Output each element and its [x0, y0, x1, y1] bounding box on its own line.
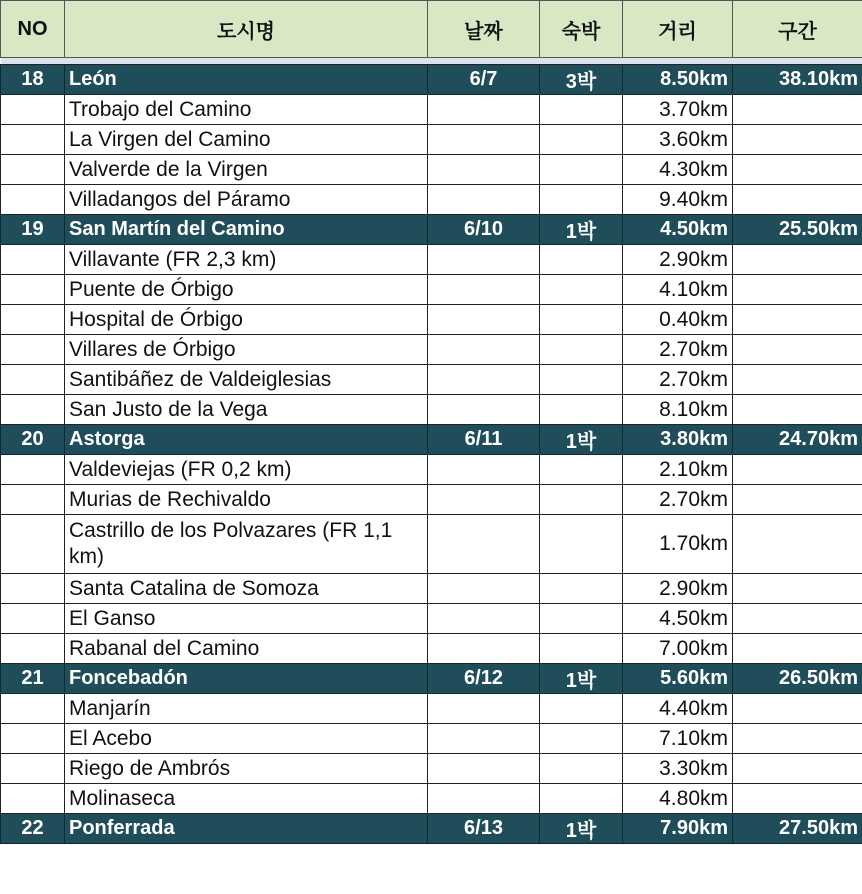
stop-no-cell[interactable] [1, 275, 65, 305]
stop-row [1, 515, 862, 574]
stop-stay-cell[interactable] [540, 155, 623, 185]
stop-section-cell[interactable] [733, 694, 862, 724]
stop-distance-cell[interactable]: 2.70km [623, 365, 733, 395]
header-no[interactable]: NO [1, 1, 65, 58]
stop-row [1, 634, 862, 664]
stop-date-cell[interactable] [428, 724, 540, 754]
stop-section-cell[interactable] [733, 245, 862, 275]
stop-section-cell[interactable] [733, 185, 862, 215]
stop-no-cell[interactable] [1, 395, 65, 425]
stop-stay-cell[interactable] [540, 515, 623, 574]
stop-section-cell[interactable] [733, 395, 862, 425]
stop-city-cell[interactable]: Trobajo del Camino [65, 95, 428, 125]
stage-distance-cell[interactable]: 3.80km [623, 425, 733, 455]
stop-date-cell[interactable] [428, 634, 540, 664]
header-gap-row [1, 58, 862, 65]
stop-distance-cell[interactable]: 3.60km [623, 125, 733, 155]
stage-section-cell[interactable]: 27.50km [733, 814, 862, 844]
stop-row [1, 365, 862, 395]
stop-distance-cell[interactable]: 4.80km [623, 784, 733, 814]
stop-city-cell[interactable]: Puente de Órbigo [65, 275, 428, 305]
stage-section-cell[interactable]: 26.50km [733, 664, 862, 694]
table-body [1, 65, 862, 844]
stop-no-cell[interactable] [1, 515, 65, 574]
stop-no-cell[interactable] [1, 485, 65, 515]
stop-section-cell[interactable] [733, 574, 862, 604]
stop-distance-cell[interactable]: 2.90km [623, 574, 733, 604]
stop-city-cell[interactable]: Castrillo de los Polvazares (FR 1,1 km) [65, 515, 428, 574]
stop-section-cell[interactable] [733, 275, 862, 305]
stop-date-cell[interactable] [428, 95, 540, 125]
stop-row [1, 784, 862, 814]
stop-stay-cell[interactable] [540, 724, 623, 754]
stop-section-cell[interactable] [733, 515, 862, 574]
stage-no-cell[interactable]: 22 [1, 814, 65, 844]
stop-distance-cell[interactable]: 4.50km [623, 604, 733, 634]
stop-city-cell[interactable]: Santibáñez de Valdeiglesias [65, 365, 428, 395]
stop-distance-cell[interactable]: 4.40km [623, 694, 733, 724]
stage-city-cell[interactable]: Foncebadón [65, 664, 428, 694]
stop-date-cell[interactable] [428, 365, 540, 395]
stop-stay-cell[interactable] [540, 185, 623, 215]
stage-date-cell[interactable]: 6/13 [428, 814, 540, 844]
stop-date-cell[interactable] [428, 305, 540, 335]
stage-no-cell[interactable]: 19 [1, 215, 65, 245]
stage-stay-cell[interactable]: 1박 [540, 425, 623, 455]
stop-stay-cell[interactable] [540, 694, 623, 724]
stage-section-cell[interactable]: 24.70km [733, 425, 862, 455]
stop-stay-cell[interactable] [540, 604, 623, 634]
stop-no-cell[interactable] [1, 305, 65, 335]
stage-stay-cell[interactable]: 1박 [540, 664, 623, 694]
stop-stay-cell[interactable] [540, 485, 623, 515]
stop-city-cell[interactable]: La Virgen del Camino [65, 125, 428, 155]
stop-stay-cell[interactable] [540, 784, 623, 814]
stop-row [1, 335, 862, 365]
stop-city-cell[interactable]: Villavante (FR 2,3 km) [65, 245, 428, 275]
stop-no-cell[interactable] [1, 95, 65, 125]
stop-section-cell[interactable] [733, 604, 862, 634]
stop-date-cell[interactable] [428, 754, 540, 784]
header-stay[interactable]: 숙박 [540, 1, 623, 58]
stop-distance-cell[interactable]: 8.10km [623, 395, 733, 425]
stop-section-cell[interactable] [733, 634, 862, 664]
header-distance[interactable]: 거리 [623, 1, 733, 58]
stop-row [1, 155, 862, 185]
stop-distance-cell[interactable]: 2.70km [623, 485, 733, 515]
stop-row [1, 305, 862, 335]
stop-city-cell[interactable]: Villares de Órbigo [65, 335, 428, 365]
stop-section-cell[interactable] [733, 784, 862, 814]
stop-no-cell[interactable] [1, 185, 65, 215]
header-section[interactable]: 구간 [733, 1, 862, 58]
stage-section-cell[interactable]: 25.50km [733, 215, 862, 245]
stop-city-cell[interactable]: Molinaseca [65, 784, 428, 814]
stage-no-cell[interactable]: 20 [1, 425, 65, 455]
stop-distance-cell[interactable]: 4.10km [623, 275, 733, 305]
stop-stay-cell[interactable] [540, 335, 623, 365]
stop-row [1, 95, 862, 125]
stop-date-cell[interactable] [428, 574, 540, 604]
stage-city-cell[interactable]: San Martín del Camino [65, 215, 428, 245]
stop-city-cell[interactable]: Riego de Ambrós [65, 754, 428, 784]
header-row [1, 1, 862, 58]
stop-date-cell[interactable] [428, 335, 540, 365]
stage-date-cell[interactable]: 6/11 [428, 425, 540, 455]
stop-date-cell[interactable] [428, 515, 540, 574]
stop-row [1, 724, 862, 754]
stage-city-cell[interactable]: Ponferrada [65, 814, 428, 844]
stage-no-cell[interactable]: 21 [1, 664, 65, 694]
stop-date-cell[interactable] [428, 604, 540, 634]
stop-stay-cell[interactable] [540, 395, 623, 425]
stage-distance-cell[interactable]: 5.60km [623, 664, 733, 694]
stop-section-cell[interactable] [733, 455, 862, 485]
stage-row [1, 215, 862, 245]
stop-stay-cell[interactable] [540, 574, 623, 604]
stop-distance-cell[interactable]: 0.40km [623, 305, 733, 335]
stop-stay-cell[interactable] [540, 634, 623, 664]
stop-city-cell[interactable]: El Ganso [65, 604, 428, 634]
stop-section-cell[interactable] [733, 155, 862, 185]
stop-date-cell[interactable] [428, 485, 540, 515]
stop-distance-cell[interactable]: 7.00km [623, 634, 733, 664]
stop-date-cell[interactable] [428, 784, 540, 814]
stage-section-cell[interactable]: 38.10km [733, 65, 862, 95]
stop-date-cell[interactable] [428, 155, 540, 185]
stop-stay-cell[interactable] [540, 305, 623, 335]
stop-no-cell[interactable] [1, 574, 65, 604]
stop-city-cell[interactable]: San Justo de la Vega [65, 395, 428, 425]
stop-section-cell[interactable] [733, 365, 862, 395]
stop-city-cell[interactable]: Hospital de Órbigo [65, 305, 428, 335]
stop-distance-cell[interactable]: 2.70km [623, 335, 733, 365]
stop-stay-cell[interactable] [540, 275, 623, 305]
stage-distance-cell[interactable]: 7.90km [623, 814, 733, 844]
stop-distance-cell[interactable]: 7.10km [623, 724, 733, 754]
stop-row [1, 604, 862, 634]
stage-city-cell[interactable]: Astorga [65, 425, 428, 455]
stage-date-cell[interactable]: 6/7 [428, 65, 540, 95]
stop-no-cell[interactable] [1, 754, 65, 784]
stop-section-cell[interactable] [733, 305, 862, 335]
stop-no-cell[interactable] [1, 455, 65, 485]
stop-city-cell[interactable]: Villadangos del Páramo [65, 185, 428, 215]
stop-no-cell[interactable] [1, 724, 65, 754]
stop-row [1, 754, 862, 784]
stop-city-cell[interactable]: Murias de Rechivaldo [65, 485, 428, 515]
stage-stay-cell[interactable]: 3박 [540, 65, 623, 95]
stage-row [1, 664, 862, 694]
stop-stay-cell[interactable] [540, 95, 623, 125]
stop-date-cell[interactable] [428, 185, 540, 215]
stop-city-cell[interactable]: Valverde de la Virgen [65, 155, 428, 185]
stop-row [1, 125, 862, 155]
stop-city-cell[interactable]: Santa Catalina de Somoza [65, 574, 428, 604]
stop-distance-cell[interactable]: 1.70km [623, 515, 733, 574]
stop-row [1, 245, 862, 275]
stop-no-cell[interactable] [1, 125, 65, 155]
stop-section-cell[interactable] [733, 754, 862, 784]
stop-city-cell[interactable]: Rabanal del Camino [65, 634, 428, 664]
stop-section-cell[interactable] [733, 125, 862, 155]
stop-date-cell[interactable] [428, 275, 540, 305]
stop-section-cell[interactable] [733, 485, 862, 515]
stop-date-cell[interactable] [428, 125, 540, 155]
stage-row [1, 814, 862, 844]
stop-distance-cell[interactable]: 9.40km [623, 185, 733, 215]
stage-distance-cell[interactable]: 4.50km [623, 215, 733, 245]
stop-stay-cell[interactable] [540, 754, 623, 784]
stop-distance-cell[interactable]: 2.90km [623, 245, 733, 275]
stop-row [1, 574, 862, 604]
stop-date-cell[interactable] [428, 245, 540, 275]
stop-distance-cell[interactable]: 3.70km [623, 95, 733, 125]
header-gap [1, 58, 862, 65]
stop-distance-cell[interactable]: 4.30km [623, 155, 733, 185]
stop-distance-cell[interactable]: 2.10km [623, 455, 733, 485]
stop-city-cell[interactable]: Valdeviejas (FR 0,2 km) [65, 455, 428, 485]
stop-distance-cell[interactable]: 3.30km [623, 754, 733, 784]
stop-row [1, 185, 862, 215]
stage-row [1, 65, 862, 95]
stop-row [1, 694, 862, 724]
stop-section-cell[interactable] [733, 335, 862, 365]
stop-date-cell[interactable] [428, 395, 540, 425]
stop-no-cell[interactable] [1, 784, 65, 814]
stage-no-cell[interactable]: 18 [1, 65, 65, 95]
stop-no-cell[interactable] [1, 694, 65, 724]
stage-stay-cell[interactable]: 1박 [540, 215, 623, 245]
stop-stay-cell[interactable] [540, 125, 623, 155]
stop-section-cell[interactable] [733, 95, 862, 125]
stage-distance-cell[interactable]: 8.50km [623, 65, 733, 95]
stop-stay-cell[interactable] [540, 245, 623, 275]
stage-date-cell[interactable]: 6/10 [428, 215, 540, 245]
header-city[interactable]: 도시명 [65, 1, 428, 58]
stop-no-cell[interactable] [1, 634, 65, 664]
stop-row [1, 275, 862, 305]
stop-row [1, 455, 862, 485]
stop-no-cell[interactable] [1, 245, 65, 275]
stage-date-cell[interactable]: 6/12 [428, 664, 540, 694]
stop-stay-cell[interactable] [540, 455, 623, 485]
header-date[interactable]: 날짜 [428, 1, 540, 58]
stop-city-cell[interactable]: El Acebo [65, 724, 428, 754]
stop-city-cell[interactable]: Manjarín [65, 694, 428, 724]
stage-city-cell[interactable]: León [65, 65, 428, 95]
stop-date-cell[interactable] [428, 455, 540, 485]
stop-no-cell[interactable] [1, 604, 65, 634]
stop-row [1, 485, 862, 515]
stop-section-cell[interactable] [733, 724, 862, 754]
stop-row [1, 395, 862, 425]
stop-no-cell[interactable] [1, 155, 65, 185]
stop-no-cell[interactable] [1, 365, 65, 395]
stop-date-cell[interactable] [428, 694, 540, 724]
stage-stay-cell[interactable]: 1박 [540, 814, 623, 844]
stop-no-cell[interactable] [1, 335, 65, 365]
stop-stay-cell[interactable] [540, 365, 623, 395]
stage-row [1, 425, 862, 455]
